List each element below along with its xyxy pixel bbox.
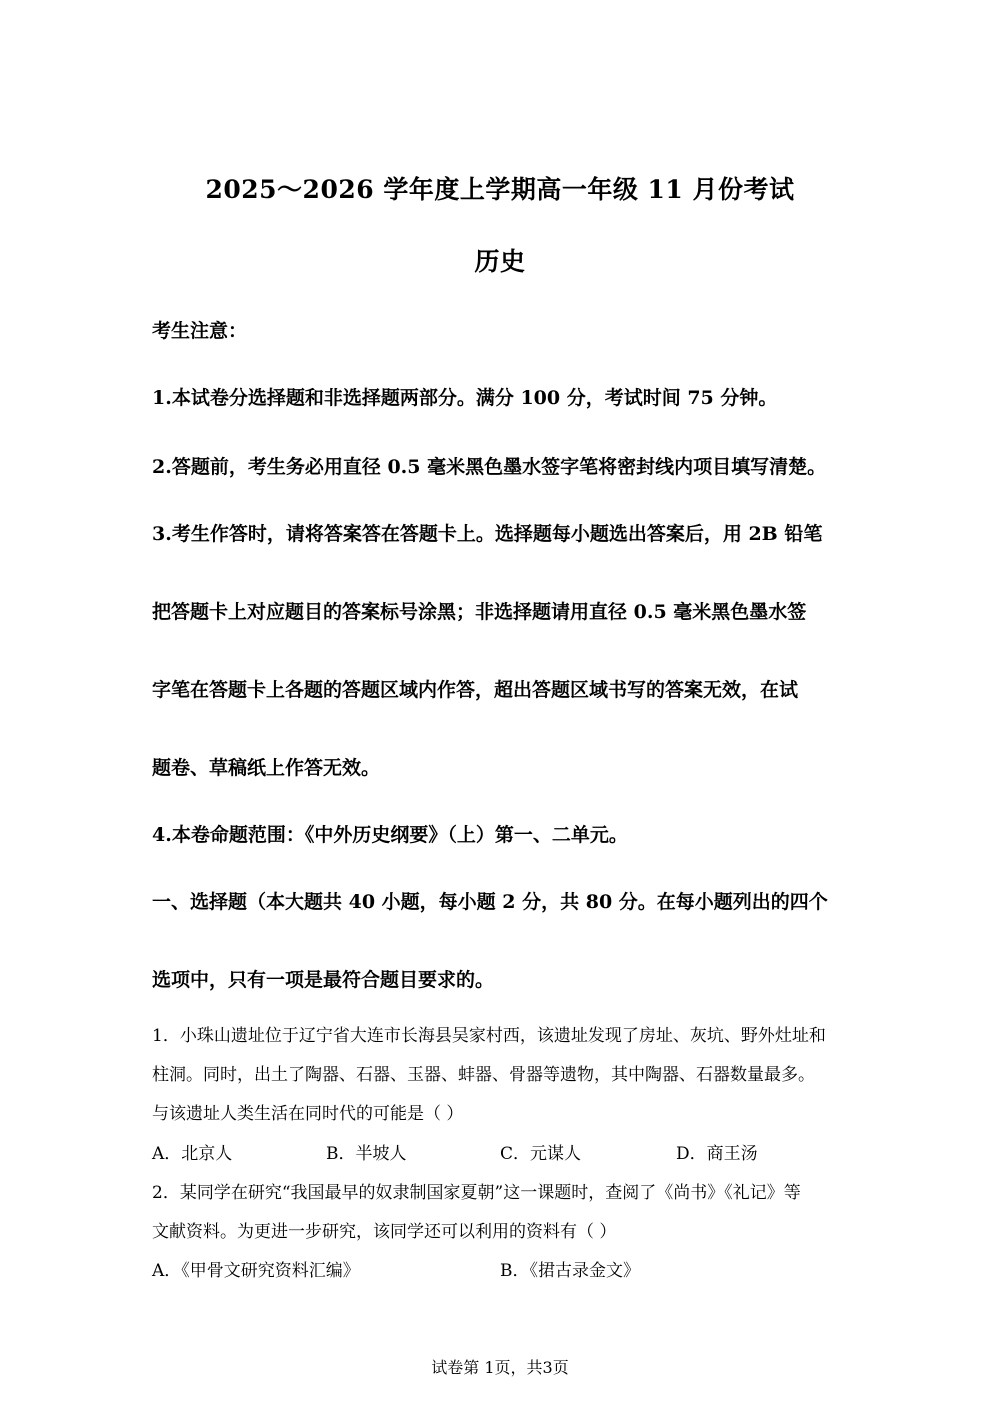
notice-line: 3.考生作答时，请将答案答在答题卡上。选择题每小题选出答案后，用 2B 铅笔 — [152, 523, 823, 545]
question-1-stem-line: 与该遗址人类生活在同时代的可能是（ ） — [152, 1104, 464, 1124]
question-2-option-b: B．《捃古录金文》 — [500, 1261, 640, 1281]
question-1-option-d: D．商王汤 — [676, 1144, 758, 1164]
section-heading-line: 一、选择题（本大题共 40 小题，每小题 2 分，共 80 分。在每小题列出的四个 — [152, 891, 828, 913]
notice-line: 把答题卡上对应题目的答案标号涂黑；非选择题请用直径 0.5 毫米黑色墨水签 — [152, 601, 807, 623]
question-2-option-a: A．《甲骨文研究资料汇编》 — [152, 1261, 360, 1281]
question-2-stem-line: 2．某同学在研究“我国最早的奴隶制国家夏朝”这一课题时，查阅了《尚书》《礼记》等 — [152, 1183, 801, 1203]
exam-title: 2025～2026 学年度上学期高一年级 11 月份考试 — [205, 175, 795, 204]
question-1-option-c: C．元谋人 — [500, 1144, 582, 1164]
question-2-stem-line: 文献资料。为更进一步研究，该同学还可以利用的资料有（ ） — [152, 1222, 617, 1242]
page-footer: 试卷第 1页，共3页 — [431, 1358, 569, 1377]
notice-line: 字笔在答题卡上各题的答题区域内作答，超出答题区域书写的答案无效，在试 — [152, 679, 799, 701]
notice-line: 4.本卷命题范围：《中外历史纲要》（上）第一、二单元。 — [152, 824, 628, 846]
question-1-option-b: B．半坡人 — [326, 1144, 407, 1164]
notice-line: 2.答题前，考生务必用直径 0.5 毫米黑色墨水签字笔将密封线内项目填写清楚。 — [152, 456, 827, 478]
subject-title: 历史 — [474, 247, 526, 276]
question-1-stem-line: 1．小珠山遗址位于辽宁省大连市长海县吴家村西，该遗址发现了房址、灰坑、野外灶址和 — [152, 1026, 826, 1046]
section-heading-line: 选项中，只有一项是最符合题目要求的。 — [152, 969, 495, 991]
notice-line: 题卷、草稿纸上作答无效。 — [152, 757, 381, 779]
question-1-option-a: A．北京人 — [152, 1144, 233, 1164]
question-1-stem-line: 柱洞。同时，出土了陶器、石器、玉器、蚌器、骨器等遗物，其中陶器、石器数量最多。 — [152, 1065, 815, 1085]
notice-heading: 考生注意： — [152, 320, 248, 342]
notice-line: 1.本试卷分选择题和非选择题两部分。满分 100 分，考试时间 75 分钟。 — [152, 387, 778, 409]
